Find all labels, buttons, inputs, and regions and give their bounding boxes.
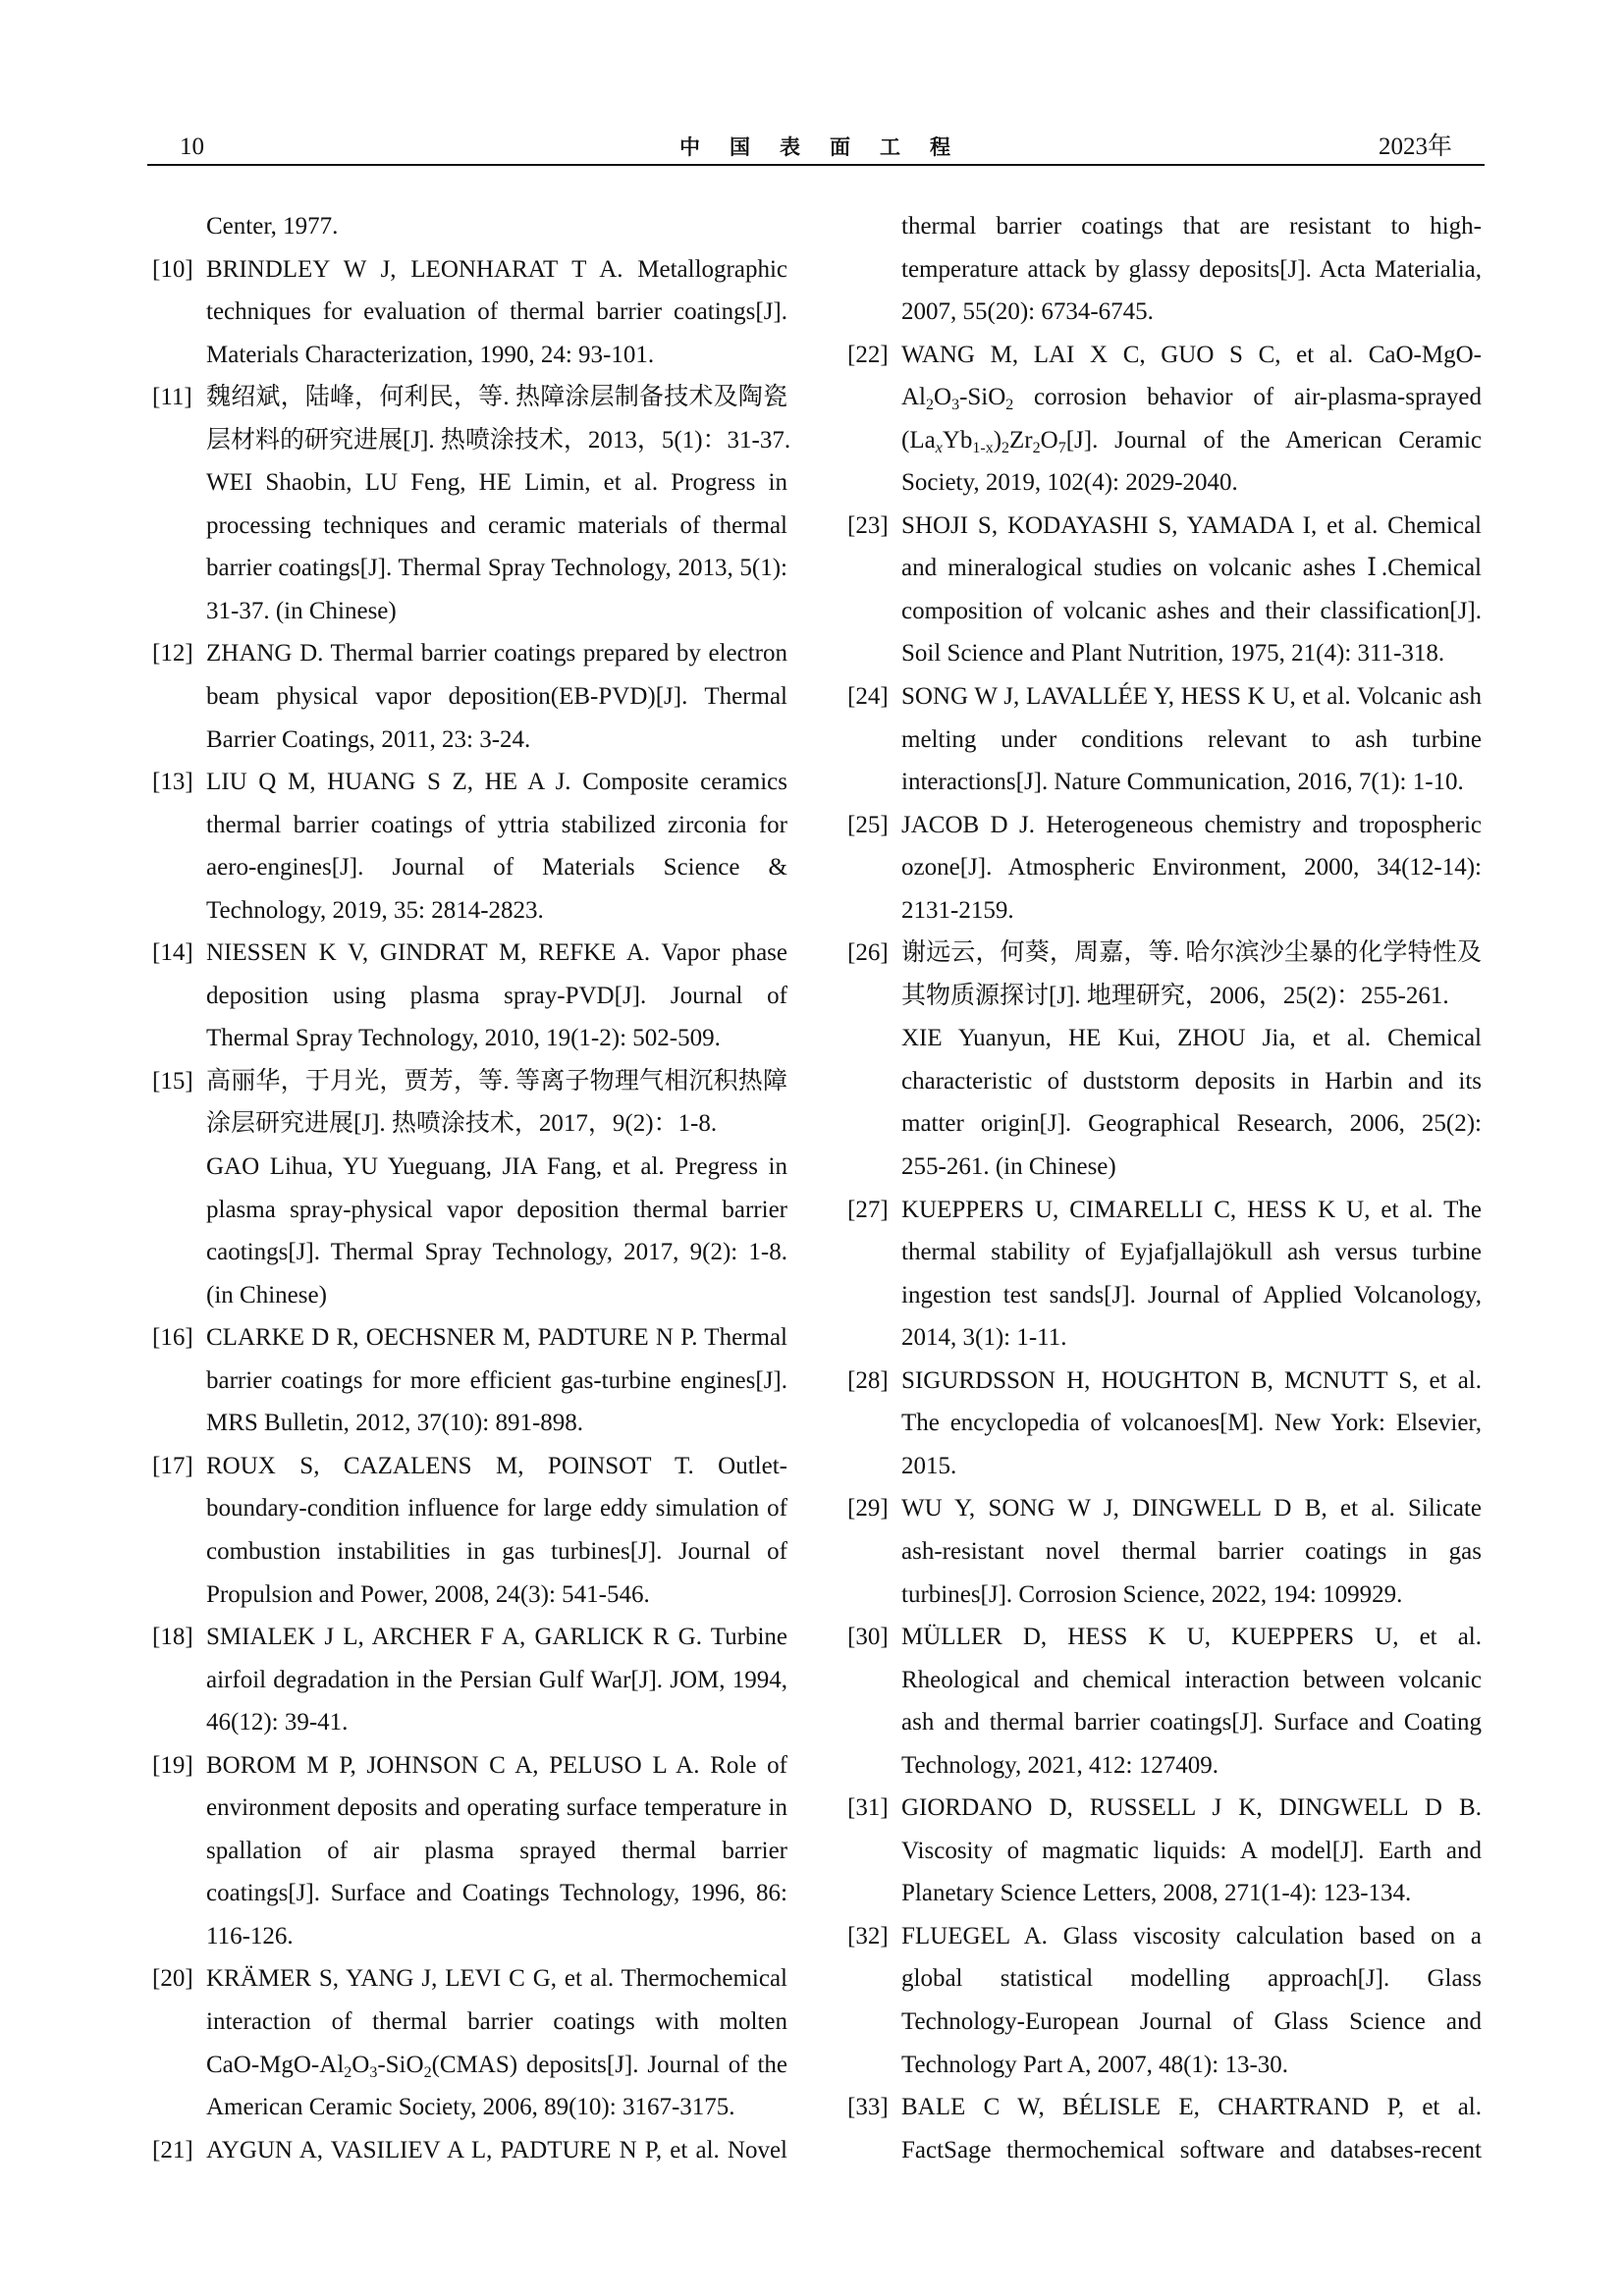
reference-line — [901, 419, 1482, 462]
reference-text: techniques for evaluation of thermal barrier coatings[J]. — [206, 298, 787, 326]
reference-line — [847, 1189, 1482, 1232]
reference-text: MRS Bulletin, 2012, 37(10): 891-898. — [206, 1410, 584, 1437]
reference-text: deposition using plasma spray-PVD[J]. Journal of — [206, 982, 787, 1009]
reference-line — [206, 2001, 787, 2044]
reference-line — [152, 932, 787, 975]
reference-entry — [152, 1445, 787, 1616]
reference-column-left — [152, 205, 791, 2171]
reference-text: The encyclopedia of volcanoes[M]. New York: Elsevier, — [901, 1410, 1482, 1437]
reference-line — [901, 632, 1482, 675]
reference-line — [901, 2001, 1482, 2044]
reference-line — [901, 1744, 1482, 1788]
reference-text: 涂层研究进展[J]. 热喷涂技术，2017，9(2)：1-8. — [206, 1110, 718, 1138]
subscript-text: 2 — [926, 397, 934, 414]
reference-number: [31] — [847, 1794, 889, 1822]
reference-line — [152, 632, 787, 675]
reference-text: 层材料的研究进展[J]. 热喷涂技术，2013，5(1)：31-37. — [206, 426, 791, 454]
reference-number: [12] — [152, 640, 193, 667]
reference-text: ozone[J]. Atmospheric Environment, 2000, 34(12-14): — [901, 854, 1482, 881]
reference-text: WANG M, LAI X C, GUO S C, et al. CaO-MgO- — [901, 341, 1482, 368]
reference-line — [206, 547, 787, 590]
reference-text: Society, 2019, 102(4): 2029-2040. — [901, 469, 1238, 497]
reference-line — [206, 1574, 787, 1617]
reference-text: 魏绍斌，陆峰，何利民，等. 热障涂层制备技术及陶瓷 — [206, 384, 787, 411]
reference-text: composition of volcanic ashes and their classification[J]. — [901, 597, 1482, 624]
reference-text: 2014, 3(1): 1-11. — [901, 1324, 1067, 1352]
reference-number: [33] — [847, 2094, 889, 2121]
reference-number: [24] — [847, 683, 889, 711]
reference-column-right — [847, 205, 1482, 2171]
reference-text: 31-37. (in Chinese) — [206, 597, 397, 624]
reference-line — [206, 590, 787, 633]
reference-text: global statistical modelling approach[J]. Glass — [901, 1965, 1482, 1993]
reference-line — [206, 505, 787, 548]
reference-line — [206, 889, 787, 933]
journal-title: 中国表面工程 — [679, 135, 980, 159]
reference-number: [13] — [152, 769, 193, 796]
reference-line — [901, 1445, 1482, 1488]
reference-entry — [152, 1744, 787, 1958]
reference-text: matter origin[J]. Geographical Research, 2006, 25(2): — [901, 1110, 1482, 1138]
reference-number: [16] — [152, 1324, 193, 1352]
reference-text: [J]. Journal of the American Ceramic — [1065, 426, 1482, 454]
reference-line — [901, 1274, 1482, 1317]
reference-number: [32] — [847, 1922, 889, 1949]
reference-text: Materials Characterization, 1990, 24: 93-101. — [206, 341, 655, 368]
reference-number: [21] — [152, 2136, 193, 2163]
subscript-text: x — [935, 439, 943, 456]
reference-entry — [847, 675, 1482, 804]
reference-text: JACOB D J. Heterogeneous chemistry and tropospheric — [901, 811, 1482, 838]
reference-number: [14] — [152, 939, 193, 967]
reference-line — [206, 1231, 787, 1274]
subscript-text: 2 — [1001, 439, 1010, 456]
reference-line — [901, 761, 1482, 804]
reference-line — [901, 889, 1482, 933]
reference-text: spallation of air plasma sprayed thermal barrier — [206, 1837, 787, 1864]
reference-line — [847, 1360, 1482, 1403]
reference-entry — [847, 1915, 1482, 2086]
reference-text: thermal barrier coatings of yttria stabilized zirconia for — [206, 811, 787, 838]
reference-number: [30] — [847, 1624, 889, 1651]
reference-line — [206, 719, 787, 762]
reference-text: KUEPPERS U, CIMARELLI C, HESS K U, et al. The — [901, 1196, 1482, 1223]
reference-line — [206, 675, 787, 719]
reference-text: 46(12): 39-41. — [206, 1709, 349, 1736]
reference-text: ash-resistant novel thermal barrier coatings in gas — [901, 1537, 1482, 1565]
subscript-text: 3 — [951, 397, 960, 414]
reference-text: 116-126. — [206, 1922, 294, 1949]
reference-text: interaction of thermal barrier coatings with molten — [206, 2007, 787, 2035]
reference-text: NIESSEN K V, GINDRAT M, REFKE A. Vapor phase — [206, 939, 787, 967]
reference-line — [152, 1616, 787, 1659]
reference-text: interactions[J]. Nature Communication, 2016, 7(1): 1-10. — [901, 769, 1464, 796]
reference-text: WU Y, SONG W J, DINGWELL D B, et al. Silicate — [901, 1495, 1482, 1522]
reference-text: ingestion test sands[J]. Journal of Applied Volcanology, — [901, 1281, 1482, 1308]
reference-text: 其物质源探讨[J]. 地理研究，2006，25(2)：255-261. — [901, 982, 1449, 1009]
reference-entry — [152, 376, 791, 632]
reference-line — [901, 1530, 1482, 1574]
issue-year: 2023年 — [1378, 133, 1452, 160]
reference-line — [206, 205, 787, 248]
reference-line — [206, 419, 791, 462]
page-number: 10 — [180, 133, 204, 160]
reference-line — [206, 2044, 787, 2087]
reference-entry — [847, 804, 1482, 933]
reference-line — [847, 932, 1482, 975]
subscript-text: 7 — [1057, 439, 1066, 456]
reference-text: Zr — [1009, 426, 1033, 454]
reference-entry — [152, 1060, 787, 1316]
reference-line — [901, 2129, 1482, 2172]
reference-line — [206, 1487, 787, 1530]
reference-text: SONG W J, LAVALLÉE Y, HESS K U, et al. Volcanic ash — [901, 683, 1482, 711]
reference-text: airfoil degradation in the Persian Gulf War[J]. JOM, 1994, — [206, 1666, 787, 1693]
reference-text: O — [352, 2051, 370, 2078]
reference-line — [206, 1701, 787, 1744]
reference-line — [152, 1445, 787, 1488]
reference-number: [18] — [152, 1624, 193, 1651]
reference-text: processing techniques and ceramic materials of thermal — [206, 511, 787, 539]
reference-line — [901, 1102, 1482, 1146]
reference-text: ROUX S, CAZALENS M, POINSOT T. Outlet- — [206, 1452, 787, 1479]
reference-text: XIE Yuanyun, HE Kui, ZHOU Jia, et al. Chemical — [901, 1025, 1482, 1052]
reference-text: 2007, 55(20): 6734-6745. — [901, 298, 1154, 326]
reference-line — [206, 1274, 787, 1317]
reference-text: BALE C W, BÉLISLE E, CHARTRAND P, et al. — [901, 2094, 1482, 2121]
reference-text: LIU Q M, HUANG S Z, HE A J. Composite ceramics — [206, 769, 787, 796]
reference-text: GAO Lihua, YU Yueguang, JIA Fang, et al. Pregress in — [206, 1153, 787, 1181]
reference-line — [901, 1316, 1482, 1360]
reference-text: Propulsion and Power, 2008, 24(3): 541-546. — [206, 1580, 650, 1608]
reference-entry — [152, 1616, 787, 1744]
subscript-text: 2 — [423, 2063, 432, 2081]
reference-text: KRÄMER S, YANG J, LEVI C G, et al. Thermochemical — [206, 1965, 787, 1993]
reference-line — [206, 1830, 787, 1873]
reference-line — [901, 846, 1482, 889]
reference-entry — [847, 1360, 1482, 1488]
reference-text: Planetary Science Letters, 2008, 271(1-4): 123-134. — [901, 1880, 1412, 1907]
reference-text: ) — [993, 426, 1002, 454]
reference-text: boundary-condition influence for large eddy simulation of — [206, 1495, 787, 1522]
reference-line — [152, 1060, 787, 1103]
reference-text: Viscosity of magmatic liquids: A model[J]. Earth and — [901, 1837, 1482, 1864]
reference-text: Rheological and chemical interaction between volcanic — [901, 1666, 1482, 1693]
reference-line — [847, 675, 1482, 719]
reference-entry — [152, 1957, 787, 2128]
reference-line — [206, 461, 787, 505]
reference-entry — [152, 632, 787, 761]
reference-entry — [847, 2086, 1482, 2171]
reference-line — [152, 1744, 787, 1788]
reference-text: BOROM M P, JOHNSON C A, PELUSO L A. Role of — [206, 1751, 787, 1779]
reference-text: 2015. — [901, 1452, 957, 1479]
reference-line — [901, 1957, 1482, 2001]
reference-text: Al — [901, 384, 926, 411]
reference-number: [22] — [847, 341, 889, 368]
reference-line — [901, 1574, 1482, 1617]
reference-line — [901, 1830, 1482, 1873]
reference-text: 255-261. (in Chinese) — [901, 1153, 1116, 1181]
reference-text: MÜLLER D, HESS K U, KUEPPERS U, et al. — [901, 1624, 1482, 1651]
reference-entry — [847, 1189, 1482, 1360]
reference-line — [901, 1060, 1482, 1103]
reference-entry — [847, 1487, 1482, 1616]
reference-line — [152, 376, 787, 419]
reference-line — [152, 1957, 787, 2001]
reference-line — [152, 248, 787, 292]
reference-line — [206, 2086, 787, 2129]
reference-entry — [152, 932, 787, 1060]
reference-text: barrier coatings for more efficient gas-turbine engines[J]. — [206, 1366, 787, 1394]
reference-text: American Ceramic Society, 2006, 89(10): 3167-3175. — [206, 2094, 735, 2121]
reference-line — [901, 1146, 1482, 1189]
reference-entry — [152, 248, 787, 377]
reference-text: -SiO — [959, 384, 1006, 411]
reference-text: Yb — [942, 426, 973, 454]
reference-text: (La — [901, 426, 936, 454]
reference-number: [26] — [847, 939, 889, 967]
reference-number: [20] — [152, 1965, 193, 1993]
reference-entry — [152, 761, 787, 932]
reference-line — [901, 975, 1482, 1018]
reference-line — [152, 1316, 787, 1360]
reference-line — [152, 761, 787, 804]
reference-text: aero-engines[J]. Journal of Materials Science & — [206, 854, 787, 881]
reference-entry — [847, 1787, 1482, 1915]
reference-text: SHOJI S, KODAYASHI S, YAMADA I, et al. Chemical — [901, 511, 1482, 539]
reference-line — [206, 1659, 787, 1702]
reference-number: [19] — [152, 1751, 193, 1779]
reference-text: Technology-European Journal of Glass Science and — [901, 2007, 1482, 2035]
reference-text: characteristic of duststorm deposits in Harbin and its — [901, 1067, 1482, 1095]
reference-line — [206, 1360, 787, 1403]
reference-text: 2131-2159. — [901, 896, 1014, 924]
reference-number: [17] — [152, 1452, 193, 1479]
reference-text: ZHANG D. Thermal barrier coatings prepared by electron — [206, 640, 787, 667]
reference-line — [206, 291, 787, 334]
reference-text: Barrier Coatings, 2011, 23: 3-24. — [206, 725, 531, 753]
reference-text: thermal stability of Eyjafjallajökull ash versus turbine — [901, 1239, 1482, 1266]
reference-line — [901, 2044, 1482, 2087]
reference-line — [901, 719, 1482, 762]
reference-text: BRINDLEY W J, LEONHARAT T A. Metallographic — [206, 255, 787, 283]
reference-text: FLUEGEL A. Glass viscosity calculation based on a — [901, 1922, 1482, 1949]
reference-text: CaO-MgO-Al — [206, 2051, 345, 2078]
reference-text: barrier coatings[J]. Thermal Spray Technology, 2013, 5(1): — [206, 555, 787, 582]
subscript-text: 2 — [1005, 397, 1014, 414]
reference-entry — [152, 2129, 787, 2172]
reference-entry — [847, 334, 1482, 505]
reference-text: -SiO — [377, 2051, 424, 2078]
reference-line — [901, 205, 1482, 248]
reference-line — [206, 1189, 787, 1232]
reference-line — [901, 590, 1482, 633]
reference-number: [11] — [152, 384, 192, 411]
subscript-text: 2 — [1032, 439, 1041, 456]
reference-entry — [206, 205, 787, 248]
subscript-text: 2 — [344, 2063, 352, 2081]
reference-text: beam physical vapor deposition(EB-PVD)[J]. Thermal — [206, 683, 787, 711]
reference-entry — [847, 505, 1482, 675]
reference-line — [901, 1231, 1482, 1274]
reference-text: CLARKE D R, OECHSNER M, PADTURE N P. Thermal — [206, 1324, 787, 1352]
reference-text: O — [1040, 426, 1058, 454]
reference-number: [28] — [847, 1366, 889, 1394]
reference-text: and mineralogical studies on volcanic ashes Ⅰ.Chemical — [901, 555, 1482, 582]
reference-text: melting under conditions relevant to ash turbine — [901, 725, 1482, 753]
reference-text: WEI Shaobin, LU Feng, HE Limin, et al. Progress in — [206, 469, 787, 497]
reference-entry — [847, 1616, 1482, 1787]
subscript-text: 1-x — [972, 439, 994, 456]
reference-line — [206, 846, 787, 889]
header-rule — [147, 164, 1485, 166]
reference-line — [901, 291, 1482, 334]
reference-line — [901, 1402, 1482, 1445]
reference-line — [847, 1787, 1482, 1830]
reference-text: SMIALEK J L, ARCHER F A, GARLICK R G. Turbine — [206, 1624, 787, 1651]
subscript-text: 3 — [369, 2063, 378, 2081]
reference-text: GIORDANO D, RUSSELL J K, DINGWELL D B. — [901, 1794, 1482, 1822]
reference-line — [152, 2129, 787, 2172]
reference-line — [206, 1530, 787, 1574]
reference-number: [23] — [847, 511, 889, 539]
reference-line — [901, 1659, 1482, 1702]
reference-line — [206, 1402, 787, 1445]
reference-text: thermal barrier coatings that are resistant to high- — [901, 213, 1482, 240]
reference-line — [847, 334, 1482, 377]
reference-entry — [152, 1316, 787, 1445]
reference-text: Technology, 2021, 412: 127409. — [901, 1751, 1218, 1779]
reference-text: 高丽华，于月光，贾芳，等. 等离子物理气相沉积热障 — [206, 1067, 787, 1095]
reference-line — [206, 1146, 787, 1189]
reference-line — [847, 1487, 1482, 1530]
reference-line — [206, 804, 787, 847]
reference-text: coatings[J]. Surface and Coatings Technology, 1996, 86: — [206, 1880, 787, 1907]
reference-entry — [847, 932, 1482, 1188]
reference-text: Thermal Spray Technology, 2010, 19(1-2): 502-509. — [206, 1025, 721, 1052]
reference-line — [847, 2086, 1482, 2129]
reference-line — [206, 1915, 787, 1958]
reference-line — [847, 1616, 1482, 1659]
reference-line — [847, 505, 1482, 548]
reference-text: Soil Science and Plant Nutrition, 1975, 21(4): 311-318. — [901, 640, 1445, 667]
reference-line — [206, 975, 787, 1018]
reference-line — [847, 1915, 1482, 1958]
reference-line — [901, 1872, 1482, 1915]
reference-text: Technology Part A, 2007, 48(1): 13-30. — [901, 2051, 1289, 2078]
reference-text: Technology, 2019, 35: 2814-2823. — [206, 896, 544, 924]
reference-entry — [901, 205, 1482, 334]
reference-number: [10] — [152, 255, 193, 283]
reference-line — [206, 334, 787, 377]
reference-text: environment deposits and operating surface temperature in — [206, 1794, 787, 1822]
reference-number: [15] — [152, 1067, 193, 1095]
reference-line — [901, 248, 1482, 292]
reference-number: [27] — [847, 1196, 889, 1223]
reference-text: (CMAS) deposits[J]. Journal of the — [431, 2051, 787, 2078]
reference-text: FactSage thermochemical software and databses-recent — [901, 2136, 1482, 2163]
reference-line — [901, 1017, 1482, 1060]
reference-line — [901, 461, 1482, 505]
reference-text: caotings[J]. Thermal Spray Technology, 2017, 9(2): 1-8. — [206, 1239, 787, 1266]
reference-number: [25] — [847, 811, 889, 838]
reference-text: O — [934, 384, 952, 411]
reference-line — [206, 1017, 787, 1060]
reference-text: (in Chinese) — [206, 1281, 327, 1308]
reference-line — [901, 376, 1482, 419]
reference-line — [206, 1872, 787, 1915]
reference-text: temperature attack by glassy deposits[J]. Acta Materialia, — [901, 255, 1482, 283]
reference-text: ash and thermal barrier coatings[J]. Surface and Coating — [901, 1709, 1482, 1736]
reference-text: 谢远云，何葵，周嘉，等. 哈尔滨沙尘暴的化学特性及 — [901, 939, 1482, 967]
reference-text: SIGURDSSON H, HOUGHTON B, MCNUTT S, et al. — [901, 1366, 1482, 1394]
reference-line — [206, 1102, 787, 1146]
reference-text: plasma spray-physical vapor deposition thermal barrier — [206, 1196, 787, 1223]
reference-text: turbines[J]. Corrosion Science, 2022, 194: 109929. — [901, 1580, 1403, 1608]
reference-text: AYGUN A, VASILIEV A L, PADTURE N P, et al. Novel — [206, 2136, 787, 2163]
reference-number: [29] — [847, 1495, 889, 1522]
reference-line — [206, 1787, 787, 1830]
reference-text: corrosion behavior of air-plasma-sprayed — [1013, 384, 1482, 411]
reference-line — [847, 804, 1482, 847]
reference-line — [901, 1701, 1482, 1744]
reference-line — [901, 547, 1482, 590]
reference-text: combustion instabilities in gas turbines[J]. Journal of — [206, 1537, 787, 1565]
reference-text: Center, 1977. — [206, 213, 339, 240]
